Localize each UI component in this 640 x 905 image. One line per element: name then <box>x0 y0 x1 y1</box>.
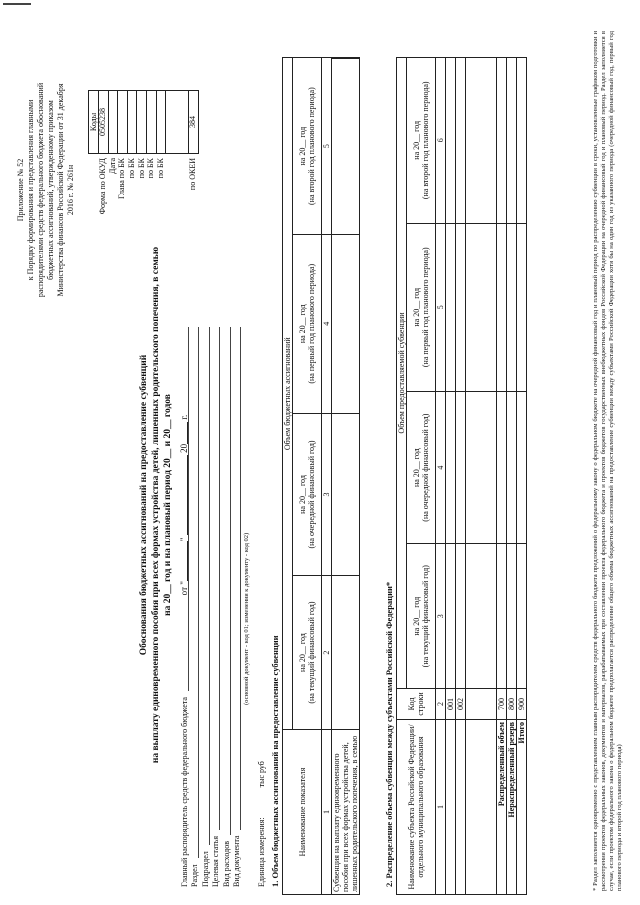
col-number: 5 <box>322 58 332 234</box>
appendix-number: Приложение № 52 <box>16 158 25 222</box>
table-cell <box>446 58 456 224</box>
row-code: 900 <box>517 689 527 720</box>
doc-type-note: (основной документ - код 01; изменения к документу - код 02) <box>243 532 250 705</box>
col-number: 1 <box>322 730 332 895</box>
field-row <box>231 327 242 887</box>
section1-table <box>282 57 360 895</box>
date-mid: " <box>179 537 189 542</box>
title-line3: на 20__ год и на плановый период 20__ и 20__ годов <box>163 394 173 616</box>
table-cell <box>497 391 507 544</box>
code-value <box>156 91 166 154</box>
table-cell <box>332 413 360 575</box>
code-value <box>146 91 156 154</box>
title-line1: Обоснования бюджетных ассигнований на предоставление субвенций <box>139 354 149 656</box>
col-header <box>293 413 322 575</box>
col-number: 3 <box>436 544 446 689</box>
col-year: на 20__ год <box>412 120 421 160</box>
col-sub: (на второй год планового периода) <box>421 81 430 200</box>
row-name <box>456 720 466 895</box>
table-cell <box>466 223 497 391</box>
table-cell <box>332 234 360 413</box>
field-line <box>181 327 189 691</box>
code-label: Глава по БК <box>117 158 127 199</box>
table-cell <box>517 58 527 224</box>
col-header <box>407 58 436 224</box>
field-line <box>212 327 220 830</box>
col-number: 1 <box>436 720 446 895</box>
table-cell <box>497 58 507 224</box>
table-cell <box>466 544 497 689</box>
code-value <box>118 91 128 154</box>
col-header <box>407 391 436 544</box>
okei-value: 384 <box>189 91 199 154</box>
appendix-line: к Порядку формирования и представления главными <box>26 99 35 281</box>
section2-table <box>396 57 527 895</box>
subvention-row-label: Субвенция на выплату единовременного пособия при всех формах устройства детей, лишенных родительского попечения, в семью <box>332 730 360 895</box>
table-cell <box>446 391 456 544</box>
table-cell <box>507 391 517 544</box>
table-cell <box>497 223 507 391</box>
unit-label: Единица измерения: <box>257 817 266 887</box>
field-label: Раздел <box>190 864 199 887</box>
group-header: Объем бюджетных ассигнований <box>283 58 293 730</box>
table-cell <box>456 58 466 224</box>
field-row <box>178 327 189 887</box>
col-sub: (на очередной финансовый год) <box>307 440 316 549</box>
date-year: 20 <box>179 443 189 453</box>
table-row <box>456 58 466 895</box>
col-year: на 20__ год <box>298 304 307 344</box>
col-header <box>293 576 322 730</box>
table-cell <box>507 544 517 689</box>
row-code: 800 <box>507 689 517 720</box>
table-row <box>446 58 456 895</box>
table-cell <box>456 544 466 689</box>
unit-row <box>257 761 266 887</box>
codes-header: Коды <box>89 91 99 154</box>
row-code: 700 <box>497 689 507 720</box>
appendix-line: бюджетных ассигнований, утвержденному приказом <box>46 100 55 280</box>
code-value <box>127 91 137 154</box>
col-name-header: Наименование показателя <box>283 730 322 895</box>
field-row <box>220 327 231 887</box>
code-label: по БК <box>136 158 146 179</box>
col-number: 6 <box>436 58 446 224</box>
date-value <box>108 91 118 154</box>
header-fields <box>178 327 241 887</box>
col-sub: (на второй год планового периода) <box>307 87 316 205</box>
col-number: 5 <box>436 223 446 391</box>
col-sub: (на текущий финансовый год) <box>307 601 316 704</box>
field-label: Вид документа <box>232 835 241 887</box>
row-code <box>466 689 497 720</box>
col-year: на 20__ год <box>298 475 307 514</box>
col-header <box>293 234 322 413</box>
table-cell <box>456 391 466 544</box>
field-line <box>202 327 210 845</box>
code-label: по БК <box>146 158 156 179</box>
col-sub: (на первый год планового периода) <box>421 247 430 368</box>
table-cell <box>456 223 466 391</box>
col-year: на 20__ год <box>412 448 421 488</box>
appendix-line: 2016 г. № 261н <box>66 164 75 216</box>
field-line <box>191 327 199 858</box>
col-sub: (на очередной финансовый год) <box>421 413 430 522</box>
col-header <box>407 223 436 391</box>
table-cell <box>507 223 517 391</box>
row-code: 002 <box>456 689 466 720</box>
col-name-header: Наименование субъекта Российской Федерации/ отдельного муниципального образования <box>397 720 436 895</box>
distributed-volume-label: Распределенный объем <box>497 720 507 895</box>
table-cell <box>517 223 527 391</box>
field-label: Вид расходов <box>221 841 231 887</box>
field-line <box>233 327 241 830</box>
section1-title: 1. Объем бюджетных ассигнований на предоставление субвенции <box>270 635 280 887</box>
appendix-line: Министерства финансов Российской Федерации от 31 декабря <box>56 83 65 297</box>
table-row <box>507 58 517 895</box>
table-cell <box>332 58 360 234</box>
row-code: 001 <box>446 689 456 720</box>
appendix-line: распорядителями средств федерального бюджета обоснований <box>36 82 45 298</box>
table-cell <box>497 544 507 689</box>
col-header <box>407 544 436 689</box>
table-cell <box>446 544 456 689</box>
footnote: * Раздел заполняется одновременно с представлением главным распорядителем средств федерального бюджета предложений о федеральному закону о федеральном бюджете на очередной финансовый год и плановый период по распределению субвенции в сроки, установленные графиком подготовки и рассмотрения проектов федеральных законов, документов и материалов, разрабатываемых при составлении проекта федерального бюджета и проектов бюджетов государственных внебюджетных фондов Российской Федерации на очередной финансовый год и плановый период. Раздел заполняется в случае, если проектом федерального закона о федеральном бюджете предполагается распределение общего объема бюджетных ассигнований на предоставление субвенции между субъектами Российской Федерации хотя бы на один год из указанного периода (очередной финансовый год, первый год планового периода и второй год планового периода) <box>592 31 623 891</box>
undistributed-reserve-label: Нераспределенный резерв <box>507 720 517 895</box>
col-number: 2 <box>322 576 332 730</box>
field-row <box>210 327 221 887</box>
code-label: Дата <box>107 158 117 174</box>
table-cell <box>446 223 456 391</box>
okud-value: 0505238 <box>99 91 109 154</box>
table-cell <box>332 576 360 730</box>
row-name <box>466 720 497 895</box>
field-row <box>199 327 210 887</box>
col-number: 3 <box>322 413 332 575</box>
appendix-block <box>16 20 76 360</box>
field-label: Главный распорядитель средств федерального бюджета <box>179 697 189 887</box>
code-value <box>137 91 147 154</box>
table-cell <box>517 391 527 544</box>
date-prefix: от " <box>179 581 189 596</box>
code-label: Форма по ОКУД <box>98 158 108 215</box>
code-label: по БК <box>155 158 165 179</box>
group-header: Объем предоставляемой субвенции <box>397 58 407 689</box>
field-label: Целевая статья <box>211 835 220 887</box>
title-line2: на выплату единовременного пособия при всех формах устройства детей, лишенных родительского попечения, в семью <box>151 246 161 764</box>
field-line <box>223 327 231 835</box>
col-sub: (на текущий финансовый год) <box>421 565 430 668</box>
table-cell <box>507 58 517 224</box>
code-label: по БК <box>127 158 137 179</box>
col-year: на 20__ год <box>298 126 307 166</box>
date-suffix: г. <box>179 414 189 420</box>
unit-value: тыс руб <box>257 761 266 788</box>
total-label: Итого <box>517 720 527 895</box>
table-row <box>517 58 527 895</box>
table-cell <box>466 391 497 544</box>
okei-label: по ОКЕИ <box>188 158 198 191</box>
col-sub: (на первый год планового периода) <box>307 263 316 384</box>
section2-title: 2. Распределение объема субвенции между субъектами Российской Федерации* <box>384 581 394 887</box>
col-code-header: Код строки <box>397 689 436 720</box>
col-number: 4 <box>436 391 446 544</box>
col-year: на 20__ год <box>298 633 307 672</box>
table-cell <box>517 544 527 689</box>
col-number: 4 <box>322 234 332 413</box>
col-year: на 20__ год <box>412 287 421 327</box>
col-header <box>293 58 322 234</box>
field-row <box>189 327 200 887</box>
field-label: Подраздел <box>200 851 210 887</box>
table-row <box>497 58 507 895</box>
col-year: на 20__ год <box>412 596 421 636</box>
col-number: 2 <box>436 689 446 720</box>
table-cell <box>466 58 497 224</box>
table-row <box>466 58 497 895</box>
row-name <box>446 720 456 895</box>
